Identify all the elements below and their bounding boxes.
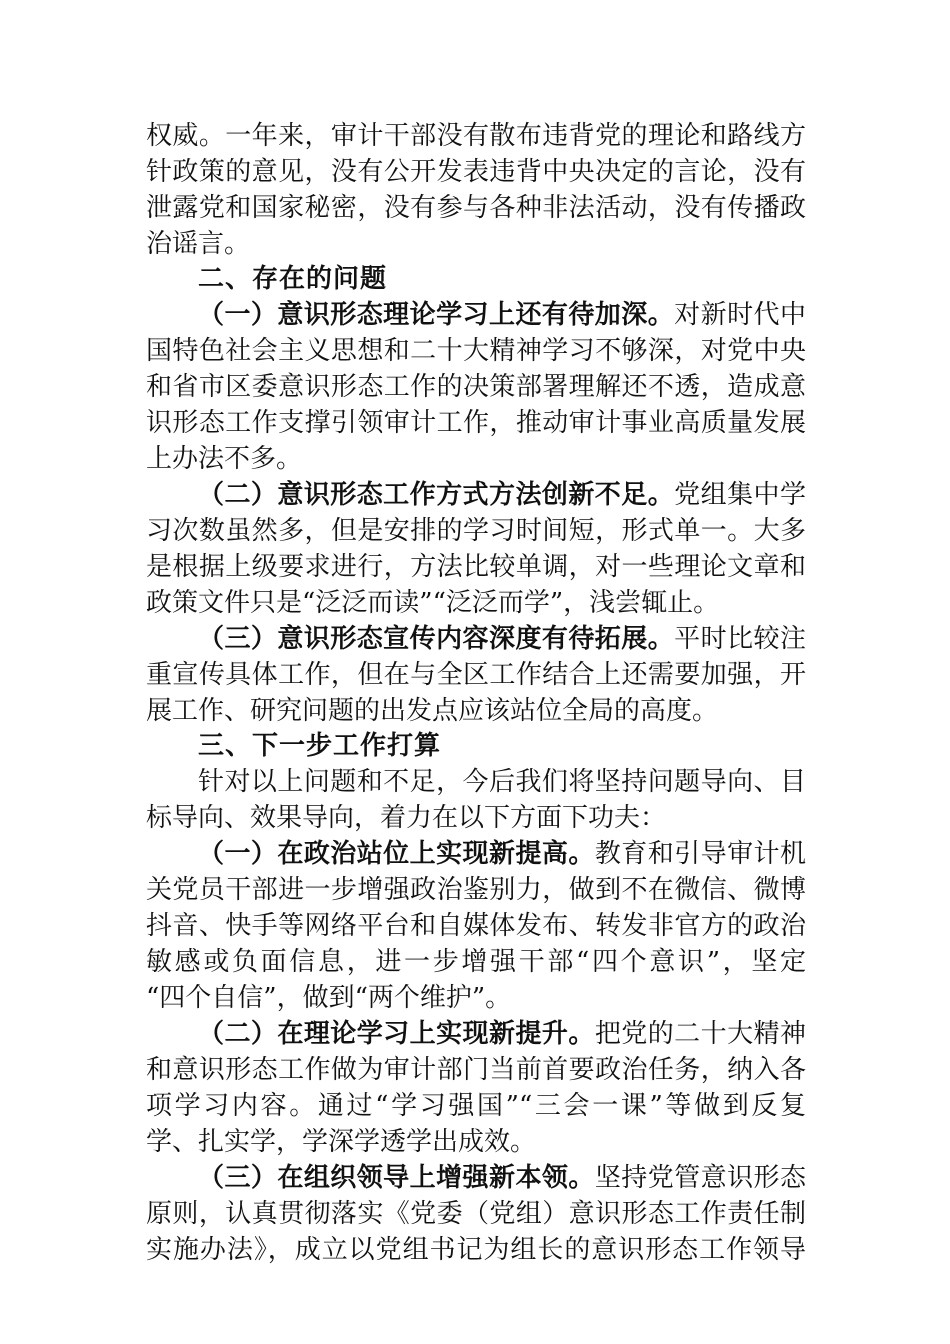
- paragraph-text: 教育和引导审计机: [594, 839, 806, 869]
- paragraph-text: 党组集中学: [674, 480, 806, 510]
- paragraph-line: 权威。一年来，审计干部没有散布违背党的理论和路线方: [146, 121, 806, 151]
- paragraph-line: [198, 621, 806, 657]
- paragraph-line: 上办法不多。: [146, 444, 303, 474]
- paragraph-line: 治谣言。: [146, 229, 251, 259]
- subheading: （一）意识形态理论学习上还有待加深。: [198, 300, 675, 330]
- paragraph-line: 针对以上问题和不足，今后我们将坚持问题导向、目: [198, 767, 806, 797]
- section-heading-2: 二、存在的问题: [198, 264, 388, 294]
- paragraph-text: 坚持党管意识形态: [594, 1163, 806, 1193]
- paragraph-line: 针政策的意见，没有公开发表违背中央决定的言论，没有: [146, 157, 806, 187]
- paragraph-line: [198, 1016, 806, 1052]
- paragraph-line: 习次数虽然多，但是安排的学习时间短，形式单一。大多: [146, 516, 806, 546]
- paragraph-line: 抖音、快手等网络平台和自媒体发布、转发非官方的政治: [146, 911, 806, 941]
- paragraph-line: 重宣传具体工作，但在与全区工作结合上还需要加强，开: [146, 660, 806, 690]
- paragraph-line: 展工作、研究问题的出发点应该站位全局的高度。: [146, 696, 719, 726]
- paragraph-line: [198, 1160, 806, 1196]
- paragraph-text: 对新时代中: [674, 300, 806, 330]
- paragraph-line: “四个自信”，做到“两个维护”。: [146, 983, 512, 1013]
- paragraph-line: [198, 477, 806, 513]
- subheading: （三）意识形态宣传内容深度有待拓展。: [198, 624, 675, 654]
- paragraph-line: [198, 297, 806, 333]
- paragraph-line: 和省市区委意识形态工作的决策部署理解还不透，造成意: [146, 372, 806, 402]
- paragraph-line: 和意识形态工作做为审计部门当前首要政治任务，纳入各: [146, 1055, 806, 1085]
- paragraph-line: 项学习内容。通过“学习强国”“三会一课”等做到反复: [146, 1091, 806, 1121]
- paragraph-line: 国特色社会主义思想和二十大精神学习不够深，对党中央: [146, 336, 806, 366]
- section-heading-3: 三、下一步工作打算: [198, 731, 442, 761]
- paragraph-text: 把党的二十大精神: [594, 1019, 806, 1049]
- paragraph-line: 敏感或负面信息，进一步增强干部“四个意识”，坚定: [146, 947, 806, 977]
- paragraph-line: 学、扎实学，学深学透学出成效。: [146, 1127, 537, 1157]
- subheading: （二）在理论学习上实现新提升。: [198, 1019, 595, 1049]
- paragraph-line: 标导向、效果导向，着力在以下方面下功夫：: [146, 803, 667, 833]
- subheading: （三）在组织领导上增强新本领。: [198, 1163, 595, 1193]
- paragraph-line: 政策文件只是“泛泛而读”“泛泛而学”，浅尝辄止。: [146, 588, 720, 618]
- subheading: （一）在政治站位上实现新提高。: [198, 839, 595, 869]
- paragraph-line: 关党员干部进一步增强政治鉴别力，做到不在微信、微博: [146, 875, 806, 905]
- subheading: （二）意识形态工作方式方法创新不足。: [198, 480, 675, 510]
- paragraph-line: 是根据上级要求进行，方法比较单调，对一些理论文章和: [146, 552, 806, 582]
- paragraph-line: 实施办法》，成立以党组书记为组长的意识形态工作领导: [146, 1235, 806, 1265]
- paragraph-line: [198, 836, 806, 872]
- paragraph-text: 平时比较注: [674, 624, 806, 654]
- paragraph-line: 泄露党和国家秘密，没有参与各种非法活动，没有传播政: [146, 193, 806, 223]
- paragraph-line: 识形态工作支撑引领审计工作，推动审计事业高质量发展: [146, 408, 806, 438]
- paragraph-line: 原则，认真贯彻落实《党委（党组）意识形态工作责任制: [146, 1199, 806, 1229]
